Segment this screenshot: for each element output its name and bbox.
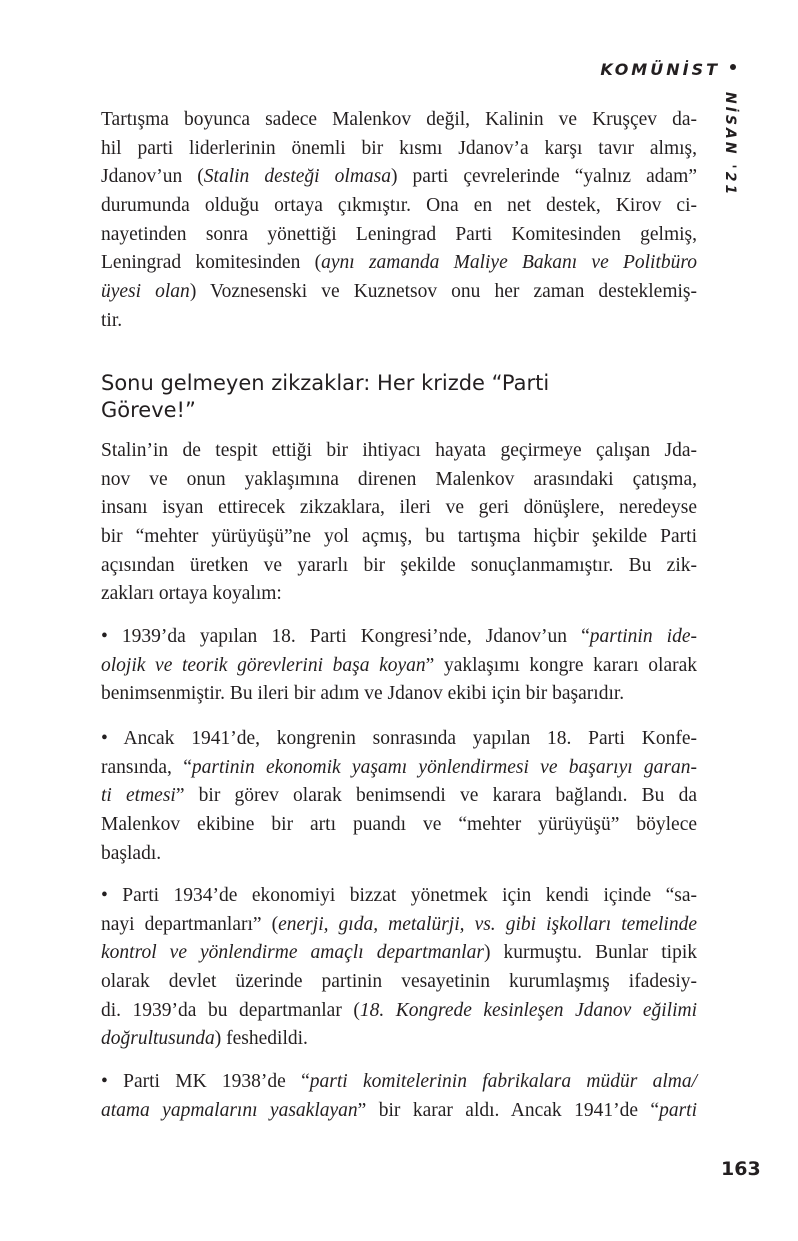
text: • 1939’da yapılan 18. Parti Kongresi’nde, Jdanov’un “ [101, 626, 590, 647]
text-line [101, 307, 697, 336]
italic-text: parti [659, 1099, 697, 1121]
bullet-item [101, 1068, 697, 1125]
heading-line: Göreve!” [101, 398, 196, 422]
italic-text: olojik ve teorik görevlerini başa koyan [101, 654, 426, 676]
text-line [101, 135, 697, 164]
text-line [101, 939, 697, 968]
text: nov ve onun yaklaşımına direnen Malenkov arasındaki çatışma, [101, 468, 697, 490]
italic-text: ti etmesi [101, 785, 176, 807]
text: Jdanov’un ( [101, 166, 204, 188]
text: olarak devlet üzerinde partinin vesayetinin kurumlaşmış ifadesiy- [101, 971, 697, 993]
text: • Parti 1934’de ekonomiyi bizzat yönetmek için kendi içinde “sa- [101, 885, 697, 906]
issue-label: NİSAN '21 [722, 92, 738, 198]
text-line [101, 221, 697, 250]
text-line [101, 249, 697, 278]
text-line [101, 494, 697, 523]
text-line [101, 754, 697, 783]
italic-text: partinin ekonomik yaşamı yönlendirmesi ve başarıyı garan- [191, 756, 698, 778]
text-line [101, 623, 697, 652]
italic-text: parti komitelerinin fabrikalara müdür alma/ [309, 1071, 697, 1092]
bullet-item [101, 725, 697, 868]
italic-text: partinin ide- [589, 626, 697, 647]
text: • Parti MK 1938’de “ [101, 1071, 310, 1092]
text-line [101, 968, 697, 997]
text-line [101, 466, 697, 495]
paragraph [101, 437, 697, 609]
text-line [101, 782, 697, 811]
page-number: 163 [721, 1158, 761, 1180]
text: bir “mehter yürüyüşü”ne yol açmış, bu tartışma hiçbir şekilde Parti [101, 526, 697, 548]
text: benimsenmiştir. Bu ileri bir adım ve Jdanov ekibi için bir başarıdır. [101, 683, 625, 705]
text-line [101, 680, 697, 709]
journal-title: KOMÜNİST [600, 60, 720, 79]
text: ” yaklaşımı kongre kararı olarak [425, 654, 697, 676]
heading-line: Sonu gelmeyen zikzaklar: Her krizde “Parti [101, 371, 550, 395]
text-line [101, 580, 697, 609]
italic-text: aynı zamanda Maliye Bakanı ve Politbüro [321, 252, 697, 274]
text-line [101, 552, 697, 581]
text: Leningrad komitesinden ( [101, 252, 322, 274]
text-line [101, 811, 697, 840]
bullet-item [101, 882, 697, 1054]
text-line [101, 652, 697, 681]
italic-text: kontrol ve yönlendirme amaçlı departmanlar [101, 942, 484, 964]
section-heading [101, 370, 549, 424]
text-line [101, 1025, 697, 1054]
text: di. 1939’da bu departmanlar ( [101, 999, 360, 1021]
text: ) feshedildi. [214, 1028, 308, 1050]
text: ransında, “ [101, 756, 192, 778]
header-dot [730, 64, 736, 70]
text-line [101, 163, 697, 192]
text-line [101, 192, 697, 221]
text: ” bir görev olarak benimsendi ve karara bağlandı. Bu da [175, 785, 697, 807]
text: Stalin’in de tespit ettiği bir ihtiyacı hayata geçirmeye çalışan Jda- [101, 440, 697, 461]
text-line [101, 1068, 697, 1097]
text: zakları ortaya koyalım: [101, 583, 282, 605]
text: ) parti çevrelerinde “yalnız adam” [391, 166, 698, 188]
italic-text: atama yapmalarını yasaklayan [101, 1099, 358, 1121]
text-line [101, 882, 697, 911]
text: nayi departmanları” ( [101, 913, 279, 935]
italic-text: üyesi olan [101, 281, 190, 303]
text-line [101, 1097, 697, 1126]
text: açısından üretken ve yararlı bir şekilde sonuçlanmamıştır. Bu zik- [101, 554, 697, 576]
text-line [101, 523, 697, 552]
italic-text: doğrultusunda [101, 1028, 215, 1050]
text-line [101, 437, 697, 466]
paragraph [101, 106, 697, 336]
text: ) kurmuştu. Bunlar tipik [483, 942, 697, 964]
text: ” bir karar aldı. Ancak 1941’de “ [357, 1099, 660, 1121]
italic-text: Stalin desteği olmasa [203, 166, 391, 188]
text: ) Voznesenski ve Kuznetsov onu her zaman desteklemiş- [189, 281, 697, 303]
text: tir. [101, 309, 123, 331]
bullet-item [101, 623, 697, 709]
italic-text: enerji, gıda, metalürji, vs. gibi işkolları temelinde [278, 913, 697, 935]
text: • Ancak 1941’de, kongrenin sonrasında yapılan 18. Parti Konfe- [101, 728, 697, 749]
text-line [101, 106, 697, 135]
italic-text: 18. Kongrede kesinleşen Jdanov eğilimi [359, 999, 697, 1021]
text-line [101, 725, 697, 754]
text-line [101, 911, 697, 940]
text-line [101, 997, 697, 1026]
text: nayetinden sonra yönettiği Leningrad Parti Komitesinden gelmiş, [101, 223, 697, 245]
text: durumunda olduğu ortaya çıkmıştır. Ona en net destek, Kirov ci- [101, 195, 697, 217]
text: Malenkov ekibine bir artı puandı ve “mehter yürüyüşü” böylece [101, 814, 697, 836]
text: Tartışma boyunca sadece Malenkov değil, Kalinin ve Kruşçev da- [101, 109, 697, 130]
text-line [101, 278, 697, 307]
text: hil parti liderlerinin önemli bir kısmı Jdanov’a karşı tavır almış, [101, 137, 697, 159]
text-line [101, 840, 697, 869]
text: başladı. [101, 842, 162, 864]
text: insanı isyan ettirecek zikzaklara, ileri ve geri dönüşlere, neredeyse [101, 497, 697, 519]
